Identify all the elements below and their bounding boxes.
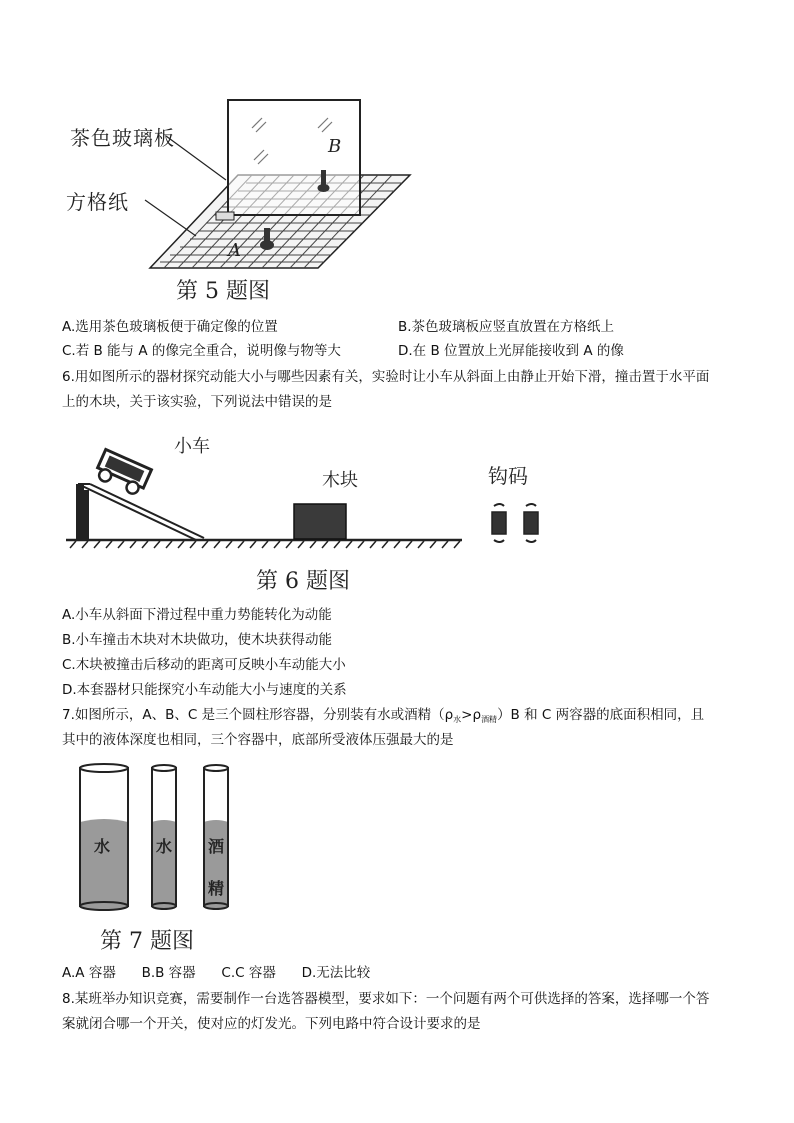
q5-option-b: B.茶色玻璃板应竖直放置在方格纸上 <box>398 319 615 335</box>
q5-option-c: C.若 B 能与 A 的像完全重合，说明像与物等大 <box>62 343 341 359</box>
label-glass-plate: 茶色玻璃板 <box>70 126 175 150</box>
q7-gt: >ρ <box>461 707 482 723</box>
q6-stem-line1: 6.用如图所示的器材探究动能大小与哪些因素有关，实验时让小车从斜面上由静止开始下滑，撞击置于水平面 <box>62 369 710 385</box>
label-a: A <box>228 240 241 261</box>
label-cart: 小车 <box>174 436 210 457</box>
figure-7-caption: 第 7 题图 <box>100 929 194 954</box>
q5-option-d: D.在 B 位置放上光屏能接收到 A 的像 <box>398 343 624 359</box>
label-hooks: 钩码 <box>488 464 528 488</box>
q7-stem-line2: 其中的液体深度也相同，三个容器中，底部所受液体压强最大的是 <box>62 732 454 748</box>
figure-6-caption: 第 6 题图 <box>256 569 350 594</box>
label-water-b: 水 <box>156 837 173 856</box>
q8-stem-line1: 8.某班举办知识竞赛，需要制作一台选答器模型，要求如下：一个问题有两个可供选择的答案，选择哪一个答 <box>62 991 710 1007</box>
q6-option-b: B.小车撞击木块对木块做功，使木块获得动能 <box>62 632 333 648</box>
q6-option-d: D.本套器材只能探究小车动能大小与速度的关系 <box>62 682 347 698</box>
label-b: B <box>328 136 342 157</box>
label-water-a: 水 <box>94 837 111 856</box>
figure-5-caption: 第 5 题图 <box>176 279 270 304</box>
q7-sub-alcohol: 酒精 <box>481 715 498 724</box>
q8-stem-line2: 案就闭合哪一个开关，使对应的灯发光。下列电路中符合设计要求的是 <box>62 1016 481 1032</box>
q6-stem-line2: 上的木块，关于该实验，下列说法中错误的是 <box>62 394 332 410</box>
q7-stem-part1: 7.如图所示，A、B、C 是三个圆柱形容器，分别装有水或酒精（ρ <box>62 707 454 723</box>
label-alcohol-2: 精 <box>208 879 225 898</box>
q7-stem-part2: ）B 和 C 两容器的底面积相同，且 <box>497 707 705 723</box>
label-block: 木块 <box>322 470 358 491</box>
q7-sub-water: 水 <box>453 715 462 724</box>
q5-option-a: A.选用茶色玻璃板便于确定像的位置 <box>62 319 278 335</box>
label-grid-paper: 方格纸 <box>66 190 129 214</box>
q6-option-a: A.小车从斜面下滑过程中重力势能转化为动能 <box>62 607 332 623</box>
q7-options: A.A 容器 B.B 容器 C.C 容器 D.无法比较 <box>62 965 371 981</box>
q6-option-c: C.木块被撞击后移动的距离可反映小车动能大小 <box>62 657 346 673</box>
label-alcohol-1: 酒 <box>208 837 225 856</box>
